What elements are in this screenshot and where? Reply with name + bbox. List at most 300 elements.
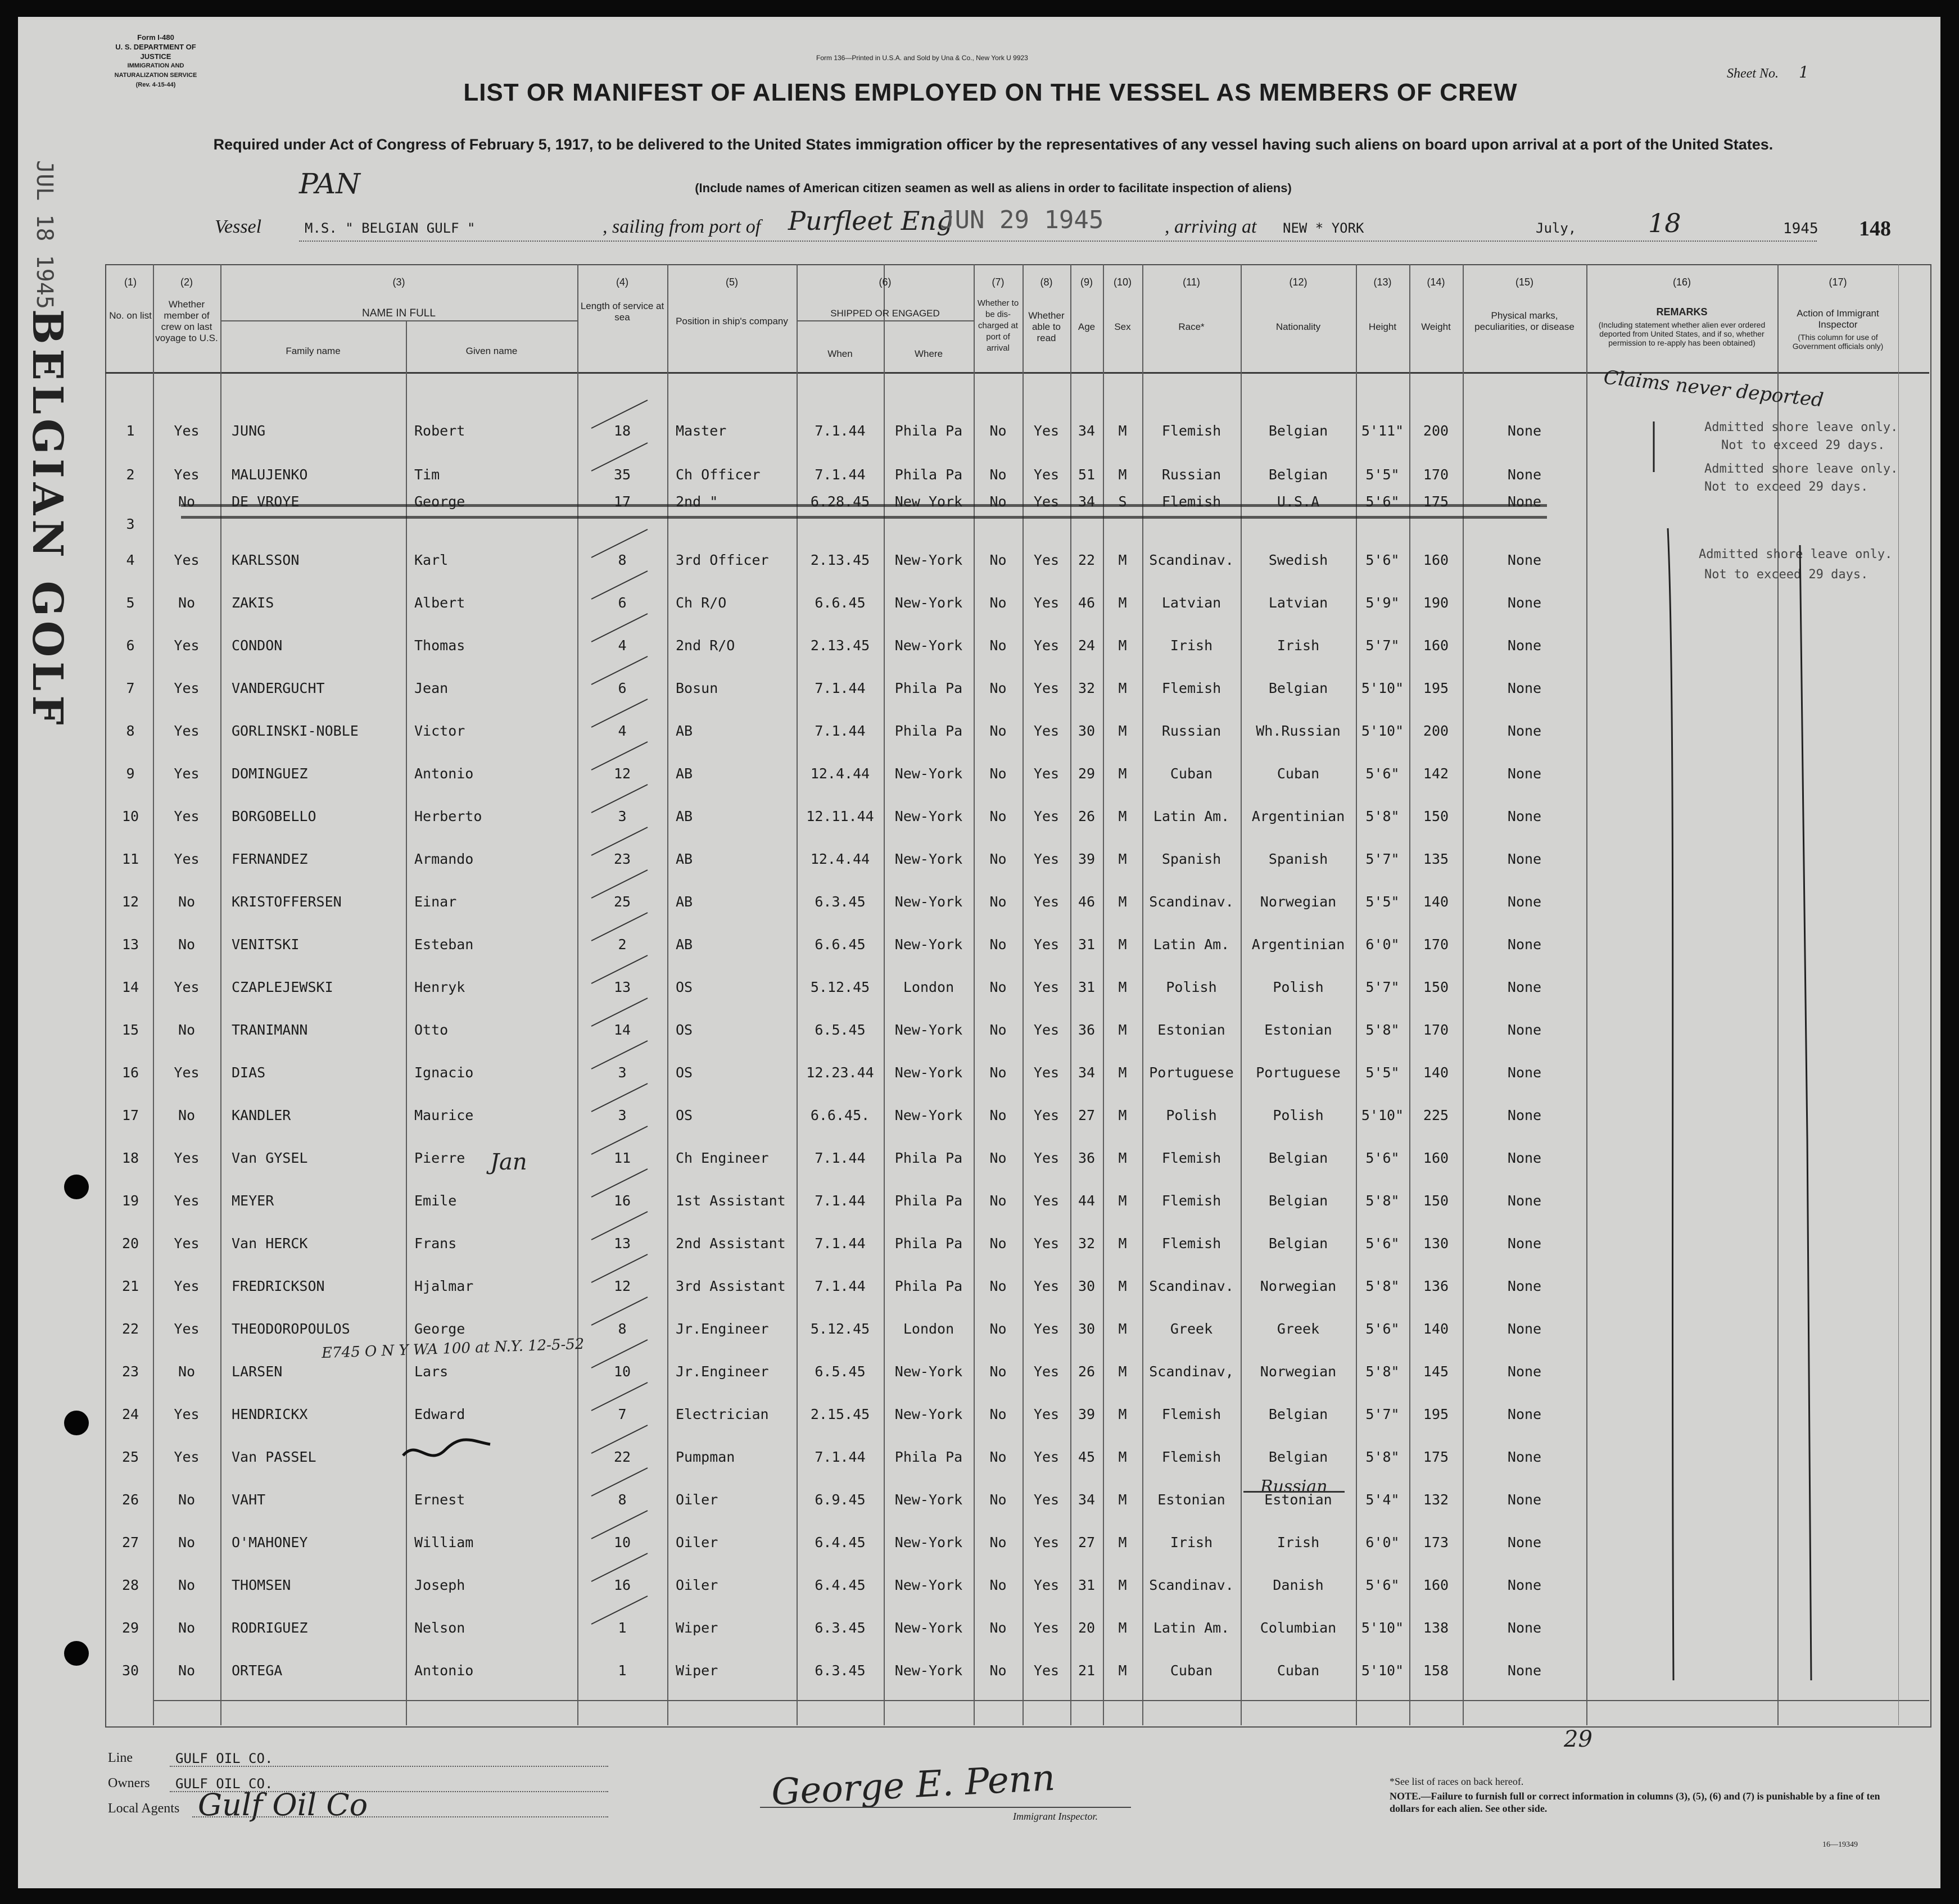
cell-given: Herberto	[414, 808, 482, 824]
cell-nat: U.S.A	[1277, 493, 1320, 510]
cell-no: 24	[121, 1406, 139, 1422]
cell-family: FREDRICKSON	[232, 1278, 325, 1294]
cell-nat: Danish	[1273, 1577, 1324, 1593]
inspector-label: Immigrant Inspector.	[1013, 1811, 1098, 1822]
cell-marks: None	[1507, 1492, 1542, 1508]
cell-no: 12	[121, 894, 139, 910]
cell-disch: No	[989, 1662, 1007, 1679]
cell-given: Antonio	[414, 1662, 474, 1679]
shore-leave-stamp-1: Admitted shore leave only.	[1704, 420, 1898, 434]
cell-nat: Belgian	[1268, 1193, 1328, 1209]
cell-sex: M	[1118, 1235, 1127, 1252]
header-able-to-read: Whether able to read	[1028, 310, 1065, 343]
cell-position: AB	[676, 723, 693, 739]
cell-read: Yes	[1033, 1363, 1060, 1380]
cell-last: No	[178, 894, 196, 910]
cell-marks: None	[1507, 723, 1542, 739]
cell-family: ORTEGA	[232, 1662, 283, 1679]
cell-position: 2nd R/O	[676, 637, 735, 654]
cell-last: No	[178, 493, 196, 510]
cell-age: 44	[1078, 1193, 1096, 1209]
cell-race: Flemish	[1161, 493, 1221, 510]
cell-disch: No	[989, 1064, 1007, 1081]
cell-race: Flemish	[1161, 1449, 1221, 1465]
cell-race: Scandinav.	[1149, 894, 1234, 910]
cell-marks: None	[1507, 894, 1542, 910]
cell-service: 22	[613, 1449, 631, 1465]
cell-race: Scandinav.	[1149, 552, 1234, 568]
cell-service: 35	[613, 466, 631, 483]
cell-read: Yes	[1033, 1235, 1060, 1252]
cell-nat: Norwegian	[1260, 1363, 1337, 1380]
cell-given: Frans	[414, 1235, 457, 1252]
cell-read: Yes	[1033, 1492, 1060, 1508]
cell-disch: No	[989, 1492, 1007, 1508]
cell-disch: No	[989, 466, 1007, 483]
cell-position: OS	[676, 1107, 693, 1123]
cell-marks: None	[1507, 1278, 1542, 1294]
cell-when: 12.4.44	[810, 851, 870, 867]
cell-height: 5'8"	[1365, 808, 1400, 824]
cell-read: Yes	[1033, 1449, 1060, 1465]
cell-no: 27	[121, 1534, 139, 1551]
cell-read: Yes	[1033, 936, 1060, 953]
cell-nat: Estonian	[1264, 1492, 1332, 1508]
cell-service: 18	[613, 423, 631, 439]
cell-sex: M	[1118, 552, 1127, 568]
cell-position: Master	[676, 423, 727, 439]
cell-no: 29	[121, 1620, 139, 1636]
cell-disch: No	[989, 851, 1007, 867]
cell-weight: 140	[1423, 1321, 1449, 1337]
shore-leave-stamp-2b: Not to exceed 29 days.	[1704, 480, 1868, 494]
cell-sex: M	[1118, 1577, 1127, 1593]
cell-where: New-York	[894, 552, 963, 568]
cell-family: MEYER	[232, 1193, 274, 1209]
line-value: GULF OIL CO.	[175, 1751, 273, 1766]
cell-no: 23	[121, 1363, 139, 1380]
cell-disch: No	[989, 894, 1007, 910]
service-check-marks	[580, 399, 670, 1692]
cell-given: Henryk	[414, 979, 465, 995]
cell-given: Hjalmar	[414, 1278, 474, 1294]
cell-marks: None	[1507, 1406, 1542, 1422]
cell-disch: No	[989, 1150, 1007, 1166]
cell-nat: Columbian	[1260, 1620, 1337, 1636]
col-num-16: (16)	[1672, 276, 1691, 288]
cell-where: New-York	[894, 765, 963, 782]
cell-given: Nelson	[414, 1620, 465, 1636]
cell-service: 8	[618, 1321, 627, 1337]
cell-last: No	[178, 1577, 196, 1593]
cell-read: Yes	[1033, 1064, 1060, 1081]
col-num-14: (14)	[1427, 276, 1445, 288]
cell-age: 31	[1078, 936, 1096, 953]
punch-hole	[64, 1411, 89, 1435]
cell-sex: M	[1118, 680, 1127, 696]
cell-last: No	[178, 1620, 196, 1636]
cell-service: 7	[618, 1406, 627, 1422]
cell-weight: 145	[1423, 1363, 1449, 1380]
cell-race: Latvian	[1161, 595, 1221, 611]
cell-weight: 142	[1423, 765, 1449, 782]
cell-service: 16	[613, 1577, 631, 1593]
cell-read: Yes	[1033, 1278, 1060, 1294]
cell-service: 4	[618, 637, 627, 654]
cell-disch: No	[989, 423, 1007, 439]
cell-height: 5'10"	[1361, 680, 1404, 696]
cell-family: DIAS	[232, 1064, 266, 1081]
cell-where: Phila Pa	[894, 466, 963, 483]
cell-race: Flemish	[1161, 423, 1221, 439]
cell-no: 1	[126, 423, 135, 439]
arrival-day: 18	[1648, 208, 1681, 238]
penalty-note: NOTE.—Failure to furnish full or correct information in columns (3), (5), (6) and (7) is punishable by a fine of ten dollars for each alien. See other side.	[1390, 1790, 1880, 1814]
punch-hole	[64, 1175, 89, 1199]
cell-height: 5'8"	[1365, 1449, 1400, 1465]
cell-last: No	[178, 1492, 196, 1508]
shore-leave-stamp-1b: Not to exceed 29 days.	[1721, 438, 1885, 452]
cell-height: 5'9"	[1365, 595, 1400, 611]
cell-when: 7.1.44	[815, 1449, 866, 1465]
cell-last: Yes	[174, 765, 200, 782]
cell-read: Yes	[1033, 1662, 1060, 1679]
cell-height: 5'8"	[1365, 1193, 1400, 1209]
cell-age: 34	[1078, 423, 1096, 439]
cell-position: AB	[676, 894, 693, 910]
cell-family: KARLSSON	[232, 552, 300, 568]
cell-height: 5'7"	[1365, 979, 1400, 995]
cell-race: Polish	[1166, 979, 1217, 995]
cell-service: 3	[618, 808, 627, 824]
cell-race: Irish	[1170, 1534, 1213, 1551]
cell-race: Cuban	[1170, 765, 1213, 782]
header-position: Position in ship's company	[676, 316, 788, 327]
cell-height: 5'7"	[1365, 851, 1400, 867]
header-discharged: Whether to be dis-charged at port of arrival	[977, 298, 1019, 353]
cell-weight: 190	[1423, 595, 1449, 611]
cell-age: 31	[1078, 1577, 1096, 1593]
cell-disch: No	[989, 765, 1007, 782]
cell-read: Yes	[1033, 466, 1060, 483]
cell-nat: Belgian	[1268, 423, 1328, 439]
cell-position: Oiler	[676, 1534, 718, 1551]
cell-service: 1	[618, 1620, 627, 1636]
col-num-8: (8)	[1040, 276, 1053, 288]
cell-when: 6.3.45	[815, 894, 866, 910]
cell-nat: Greek	[1277, 1321, 1320, 1337]
cell-family: KRISTOFFERSEN	[232, 894, 342, 910]
header-nationality: Nationality	[1275, 321, 1321, 332]
cell-weight: 195	[1423, 680, 1449, 696]
cell-when: 5.12.45	[810, 979, 870, 995]
cell-height: 5'11"	[1361, 423, 1404, 439]
cell-sex: M	[1118, 1406, 1127, 1422]
cell-age: 45	[1078, 1449, 1096, 1465]
cell-disch: No	[989, 723, 1007, 739]
col-num-1: (1)	[124, 276, 137, 288]
cell-read: Yes	[1033, 423, 1060, 439]
cell-sex: M	[1118, 723, 1127, 739]
form-number: Form I-480	[137, 33, 174, 42]
header-family-name: Family name	[286, 346, 341, 356]
header-action: Action of Immigrant Inspector	[1797, 308, 1879, 330]
cell-where: New-York	[894, 1363, 963, 1380]
cell-sex: M	[1118, 1321, 1127, 1337]
cell-marks: None	[1507, 1193, 1542, 1209]
cell-no: 28	[121, 1577, 139, 1593]
cell-sex: M	[1118, 1193, 1127, 1209]
cell-given: George	[414, 1321, 465, 1337]
cell-when: 5.12.45	[810, 1321, 870, 1337]
cell-disch: No	[989, 637, 1007, 654]
cell-when: 6.6.45	[815, 936, 866, 953]
cell-no: 13	[121, 936, 139, 953]
cell-where: London	[903, 979, 954, 995]
agents-label: Local Agents	[108, 1801, 180, 1816]
cell-family: CZAPLEJEWSKI	[232, 979, 333, 995]
cell-age: 39	[1078, 1406, 1096, 1422]
cell-race: Latin Am.	[1153, 808, 1230, 824]
cell-marks: None	[1507, 595, 1542, 611]
cell-sex: M	[1118, 1534, 1127, 1551]
jan-correction: Jan	[490, 1149, 527, 1175]
cell-age: 31	[1078, 979, 1096, 995]
cell-disch: No	[989, 1620, 1007, 1636]
cell-disch: No	[989, 1278, 1007, 1294]
cell-nat: Latvian	[1268, 595, 1328, 611]
cell-weight: 160	[1423, 552, 1449, 568]
cell-disch: No	[989, 493, 1007, 510]
cell-sex: M	[1118, 637, 1127, 654]
col-num-13: (13)	[1373, 276, 1392, 288]
cell-position: Oiler	[676, 1577, 718, 1593]
cell-marks: None	[1507, 765, 1542, 782]
document-subtitle: Required under Act of Congress of February 5, 1917, to be delivered to the United States immigration officer by the representatives of any vessel having such aliens on board upon arrival at a port of the United States.	[213, 136, 1773, 153]
cell-disch: No	[989, 1107, 1007, 1123]
cell-given: Victor	[414, 723, 465, 739]
cell-marks: None	[1507, 1534, 1542, 1551]
cell-nat: Portuguese	[1256, 1064, 1341, 1081]
cell-sex: M	[1118, 894, 1127, 910]
cell-position: OS	[676, 1022, 693, 1038]
cell-weight: 158	[1423, 1662, 1449, 1679]
cell-sex: M	[1118, 1449, 1127, 1465]
cell-sex: M	[1118, 1150, 1127, 1166]
cell-family: THEODOROPOULOS	[232, 1321, 350, 1337]
cell-family: ZAKIS	[232, 595, 274, 611]
header-last-voyage: Whether member of crew on last voyage to U.S.	[155, 299, 218, 343]
cell-age: 27	[1078, 1534, 1096, 1551]
cell-service: 17	[613, 493, 631, 510]
cell-disch: No	[989, 1363, 1007, 1380]
cell-read: Yes	[1033, 1534, 1060, 1551]
cell-no: 16	[121, 1064, 139, 1081]
cell-when: 6.5.45	[815, 1363, 866, 1380]
cell-nat: Swedish	[1268, 552, 1328, 568]
cell-marks: None	[1507, 1662, 1542, 1679]
cell-read: Yes	[1033, 894, 1060, 910]
cell-no: 20	[121, 1235, 139, 1252]
cell-position: Electrician	[676, 1406, 769, 1422]
vessel-label: Vessel	[215, 216, 262, 237]
cell-last: Yes	[174, 979, 200, 995]
cell-weight: 132	[1423, 1492, 1449, 1508]
cell-age: 36	[1078, 1022, 1096, 1038]
col-num-4: (4)	[616, 276, 628, 288]
cell-sex: M	[1118, 1278, 1127, 1294]
side-date-stamp: JUL 18 1945	[31, 160, 57, 309]
sheet-no-label: Sheet No.	[1727, 66, 1779, 81]
cell-family: DOMINGUEZ	[232, 765, 308, 782]
cell-marks: None	[1507, 1321, 1542, 1337]
cell-height: 5'7"	[1365, 637, 1400, 654]
e745-note: E745 O N Y WA 100 at N.Y. 12-5-52	[321, 1335, 585, 1362]
cell-no: 10	[121, 808, 139, 824]
cell-last: Yes	[174, 1278, 200, 1294]
cell-read: Yes	[1033, 808, 1060, 824]
cell-no: 18	[121, 1150, 139, 1166]
cell-given: Thomas	[414, 637, 465, 654]
cell-service: 13	[613, 979, 631, 995]
cell-disch: No	[989, 1406, 1007, 1422]
cell-disch: No	[989, 979, 1007, 995]
cell-position: AB	[676, 765, 693, 782]
col-num-7: (7)	[992, 276, 1005, 288]
cell-family: O'MAHONEY	[232, 1534, 308, 1551]
arriving-label: , arriving at	[1165, 216, 1257, 237]
cell-weight: 200	[1423, 423, 1449, 439]
cell-family: VANDERGUCHT	[232, 680, 325, 696]
cell-nat: Cuban	[1277, 1662, 1320, 1679]
cell-position: AB	[676, 851, 693, 867]
page-number: 148	[1859, 217, 1891, 241]
cell-marks: None	[1507, 552, 1542, 568]
cell-weight: 200	[1423, 723, 1449, 739]
cell-nat: Irish	[1277, 1534, 1320, 1551]
col-num-3: (3)	[392, 276, 405, 288]
col-num-12: (12)	[1289, 276, 1307, 288]
cell-when: 7.1.44	[815, 723, 866, 739]
cell-weight: 136	[1423, 1278, 1449, 1294]
cell-family: JUNG	[232, 423, 266, 439]
cell-family: RODRIGUEZ	[232, 1620, 308, 1636]
cell-when: 7.1.44	[815, 1235, 866, 1252]
cell-sex: M	[1118, 595, 1127, 611]
cell-read: Yes	[1033, 1406, 1060, 1422]
cell-race: Estonian	[1157, 1022, 1225, 1038]
cell-height: 5'10"	[1361, 1620, 1404, 1636]
cell-race: Irish	[1170, 637, 1213, 654]
cell-height: 5'6"	[1365, 552, 1400, 568]
cell-marks: None	[1507, 466, 1542, 483]
cell-nat: Belgian	[1268, 680, 1328, 696]
cell-height: 5'7"	[1365, 1406, 1400, 1422]
cell-marks: None	[1507, 423, 1542, 439]
cell-sex: M	[1118, 979, 1127, 995]
cell-where: Phila Pa	[894, 680, 963, 696]
header-weight: Weight	[1421, 321, 1451, 332]
col-num-10: (10)	[1113, 276, 1132, 288]
cell-race: Polish	[1166, 1107, 1217, 1123]
col-num-6: (6)	[879, 276, 892, 288]
cell-age: 21	[1078, 1662, 1096, 1679]
cell-weight: 135	[1423, 851, 1449, 867]
cell-last: No	[178, 1363, 196, 1380]
cell-height: 5'8"	[1365, 1363, 1400, 1380]
cell-marks: None	[1507, 1064, 1542, 1081]
cell-position: Pumpman	[676, 1449, 735, 1465]
races-note: *See list of races on back hereof.	[1390, 1776, 1524, 1787]
cell-disch: No	[989, 1449, 1007, 1465]
cell-no: 30	[121, 1662, 139, 1679]
cell-last: No	[178, 1534, 196, 1551]
owners-value: GULF OIL CO.	[175, 1776, 273, 1792]
cell-race: Flemish	[1161, 1193, 1221, 1209]
cell-no: 8	[126, 723, 135, 739]
cell-service: 10	[613, 1534, 631, 1551]
cell-when: 7.1.44	[815, 423, 866, 439]
cell-weight: 175	[1423, 1449, 1449, 1465]
cell-weight: 140	[1423, 894, 1449, 910]
col-num-2: (2)	[180, 276, 193, 288]
cell-given: Esteban	[414, 936, 474, 953]
cell-when: 6.3.45	[815, 1662, 866, 1679]
given-name-scribble	[400, 1433, 496, 1472]
cell-when: 6.9.45	[815, 1492, 866, 1508]
cell-read: Yes	[1033, 979, 1060, 995]
cell-position: 2nd Assistant	[676, 1235, 786, 1252]
cell-weight: 225	[1423, 1107, 1449, 1123]
side-vessel-name: BELGIAN GOLF	[23, 309, 71, 729]
cell-where: Phila Pa	[894, 1235, 963, 1252]
struck-out-row	[181, 504, 1547, 519]
cell-height: 5'8"	[1365, 1022, 1400, 1038]
cell-nat: Wh.Russian	[1256, 723, 1341, 739]
cell-weight: 195	[1423, 1406, 1449, 1422]
cell-when: 2.13.45	[810, 552, 870, 568]
cell-given: Ernest	[414, 1492, 465, 1508]
cell-where: New-York	[894, 637, 963, 654]
cell-read: Yes	[1033, 765, 1060, 782]
header-sex: Sex	[1114, 321, 1131, 332]
cell-race: Scandinav,	[1149, 1363, 1234, 1380]
cell-last: Yes	[174, 851, 200, 867]
cell-position: 3rd Assistant	[676, 1278, 786, 1294]
cell-weight: 138	[1423, 1620, 1449, 1636]
cell-race: Greek	[1170, 1321, 1213, 1337]
arriving-port: NEW * YORK	[1283, 220, 1364, 236]
cell-given: Einar	[414, 894, 457, 910]
cell-given: Pierre	[414, 1150, 465, 1166]
cell-disch: No	[989, 1577, 1007, 1593]
cell-position: Ch R/O	[676, 595, 727, 611]
cell-last: Yes	[174, 637, 200, 654]
cell-when: 7.1.44	[815, 680, 866, 696]
cell-where: New-York	[894, 1577, 963, 1593]
cell-family: TRANIMANN	[232, 1022, 308, 1038]
cell-nat: Belgian	[1268, 1449, 1328, 1465]
cell-last: No	[178, 1107, 196, 1123]
cell-marks: None	[1507, 1150, 1542, 1166]
cell-sex: M	[1118, 1492, 1127, 1508]
cell-height: 5'10"	[1361, 1662, 1404, 1679]
cell-nat: Norwegian	[1260, 1278, 1337, 1294]
cell-nat: Belgian	[1268, 1406, 1328, 1422]
cell-age: 29	[1078, 765, 1096, 782]
cell-race: Spanish	[1161, 851, 1221, 867]
cell-when: 6.5.45	[815, 1022, 866, 1038]
